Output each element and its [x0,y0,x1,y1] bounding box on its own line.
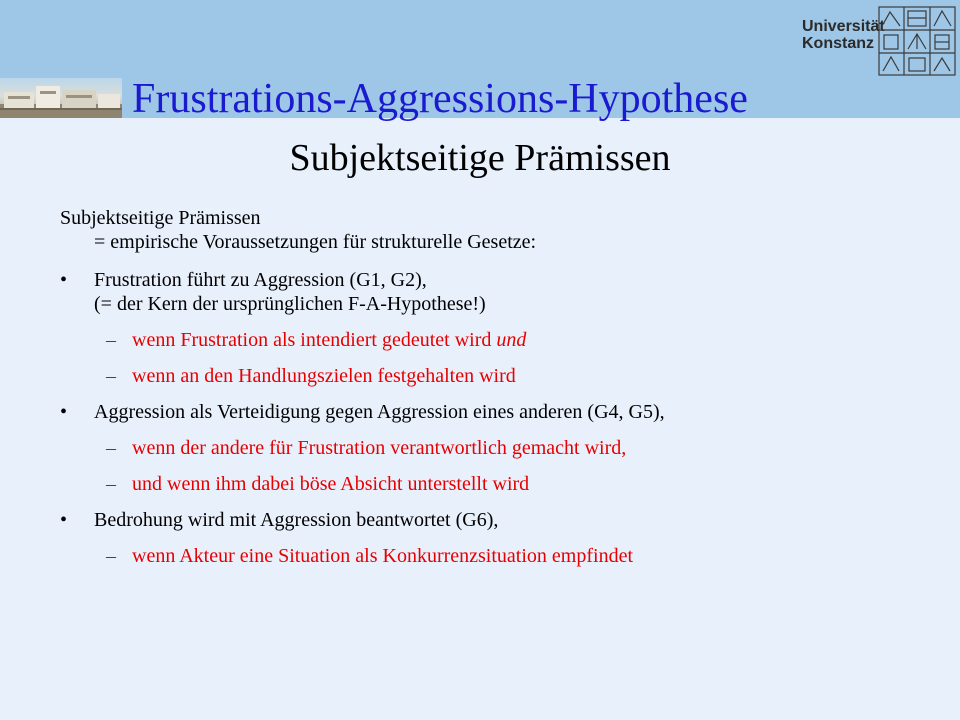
bullet-text: (= der Kern der ursprünglichen F-A-Hypothese!) [94,293,486,315]
dash-icon: – [106,437,116,459]
bullet-text: Frustration führt zu Aggression (G1, G2), [94,269,427,291]
dash-icon: – [106,473,116,495]
sub-item-emphasis: und [496,329,527,351]
bullet-icon: • [60,269,68,291]
bullet-text: Bedrohung wird mit Aggression beantwortet (G6), [94,509,499,531]
intro-paragraph [60,206,930,254]
sub-item [60,472,930,496]
intro-line2: = empirische Voraussetzungen für strukturelle Gesetze: [94,231,537,253]
bullet-item [60,508,930,532]
intro-line1: Subjektseitige Prämissen [60,207,261,229]
sub-item [60,436,930,460]
dash-icon: – [106,365,116,387]
sub-item [60,364,930,388]
university-logo [790,0,960,78]
bullet-icon: • [60,509,68,531]
page-subtitle: Subjektseitige Prämissen [289,137,671,179]
building-photo [0,78,122,118]
bullet-item [60,268,930,316]
sub-item-text: wenn Akteur eine Situation als Konkurrenzsituation empfindet [132,545,633,567]
logo-emblem-icon [878,6,956,76]
sub-item-text: wenn Frustration als intendiert gedeutet wird [132,329,492,351]
sub-item-text: wenn der andere für Frustration verantwortlich gemacht wird, [132,437,627,459]
dash-icon: – [106,545,116,567]
sub-item [60,544,930,568]
bullet-icon: • [60,401,68,423]
sub-item-text: und wenn ihm dabei böse Absicht unterstellt wird [132,473,530,495]
dash-icon: – [106,329,116,351]
logo-text [802,18,885,52]
sub-item-text: wenn an den Handlungszielen festgehalten wird [132,365,516,387]
sub-item [60,328,930,352]
logo-line1: Universität [802,18,885,35]
page-title: Frustrations-Aggressions-Hypothese [132,76,748,122]
bullet-text: Aggression als Verteidigung gegen Aggression eines anderen (G4, G5), [94,401,665,423]
slide-content [60,206,930,580]
logo-line2: Konstanz [802,35,874,52]
bullet-item [60,400,930,424]
